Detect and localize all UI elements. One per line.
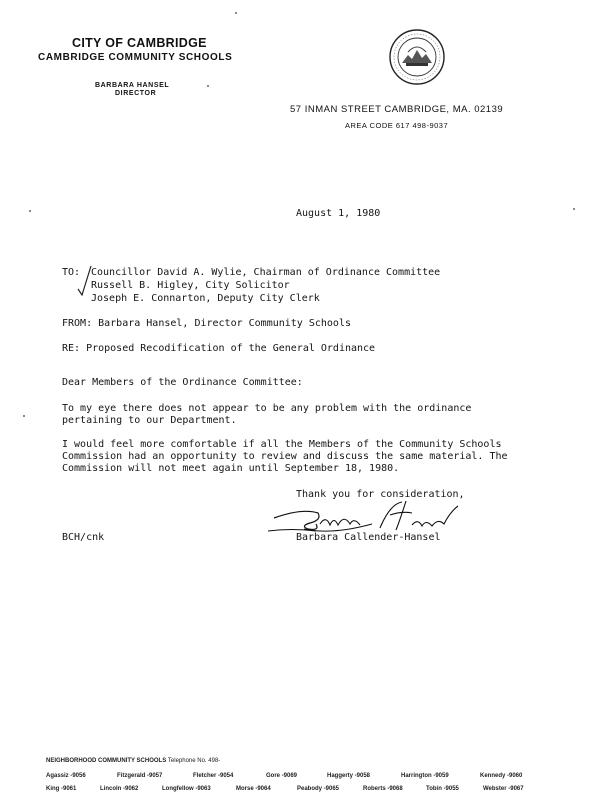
letterhead-director-title: DIRECTOR [115,90,157,97]
paragraph-1-line-2: pertaining to our Department. [62,415,237,426]
footer-school-fitzgerald: Fitzgerald -9057 [117,773,163,779]
paragraph-2-line-3: Commission will not meet again until September 18, 1980. [62,463,400,474]
scan-speck [23,415,25,417]
letterhead-address: 57 INMAN STREET CAMBRIDGE, MA. 02139 [290,104,504,115]
recipient-2: Russell B. Higley, City Solicitor [91,280,290,291]
reference-initials: BCH/cnk [62,532,105,543]
footer-school-roberts: Roberts -9068 [363,786,403,792]
city-seal-icon [388,28,446,86]
scan-speck [573,208,575,210]
letterhead-phone: AREA CODE 617 498-9037 [345,121,449,130]
letterhead-director-name: BARBARA HANSEL [95,82,170,89]
footer-school-lincoln: Lincoln -9062 [100,786,139,792]
salutation: Dear Members of the Ordinance Committee: [62,377,303,388]
footer-school-gore: Gore -9069 [266,773,298,779]
footer-school-fletcher: Fletcher -9054 [193,773,234,779]
from-line: FROM: Barbara Hansel, Director Community Schools [62,318,351,329]
recipient-3: Joseph E. Connarton, Deputy City Clerk [91,293,320,304]
footer-school-king: King -9061 [46,786,77,792]
footer-school-webster: Webster -9067 [483,786,524,792]
paragraph-1-line-1: To my eye there does not appear to be any problem with the ordinance [62,403,472,414]
footer-school-peabody: Peabody -9065 [297,786,340,792]
to-label: TO: [62,267,81,278]
footer-school-haggerty: Haggerty -9058 [327,773,371,779]
letter-date: August 1, 1980 [296,208,381,219]
footer-school-morse: Morse -9064 [236,786,271,792]
footer-school-tobin: Tobin -9055 [426,786,459,792]
footer-school-kennedy: Kennedy -9060 [480,773,523,779]
footer-header [46,758,220,764]
footer-title: NEIGHBORHOOD COMMUNITY SCHOOLS [46,758,167,764]
closing: Thank you for consideration, [296,489,465,500]
subject-line: RE: Proposed Recodification of the General Ordinance [62,343,376,354]
scan-speck [29,210,31,212]
paragraph-2-line-2: Commission had an opportunity to review and discuss the same material. The [62,451,508,462]
footer-school-harrington: Harrington -9059 [401,773,449,779]
paragraph-2-line-1: I would feel more comfortable if all the Members of the Community Schools [62,439,502,450]
footer-school-longfellow: Longfellow -9063 [162,786,211,792]
scan-speck [235,12,237,14]
letterhead-organization: CAMBRIDGE COMMUNITY SCHOOLS [38,52,233,63]
signer-name: Barbara Callender-Hansel [296,532,441,543]
letterhead-city: CITY OF CAMBRIDGE [72,36,207,50]
footer-phone-label: Telephone No. 498- [167,758,221,764]
footer-school-agassiz: Agassiz -9056 [46,773,86,779]
recipient-1: Councillor David A. Wylie, Chairman of Ordinance Committee [91,267,441,278]
scan-speck [207,85,209,87]
